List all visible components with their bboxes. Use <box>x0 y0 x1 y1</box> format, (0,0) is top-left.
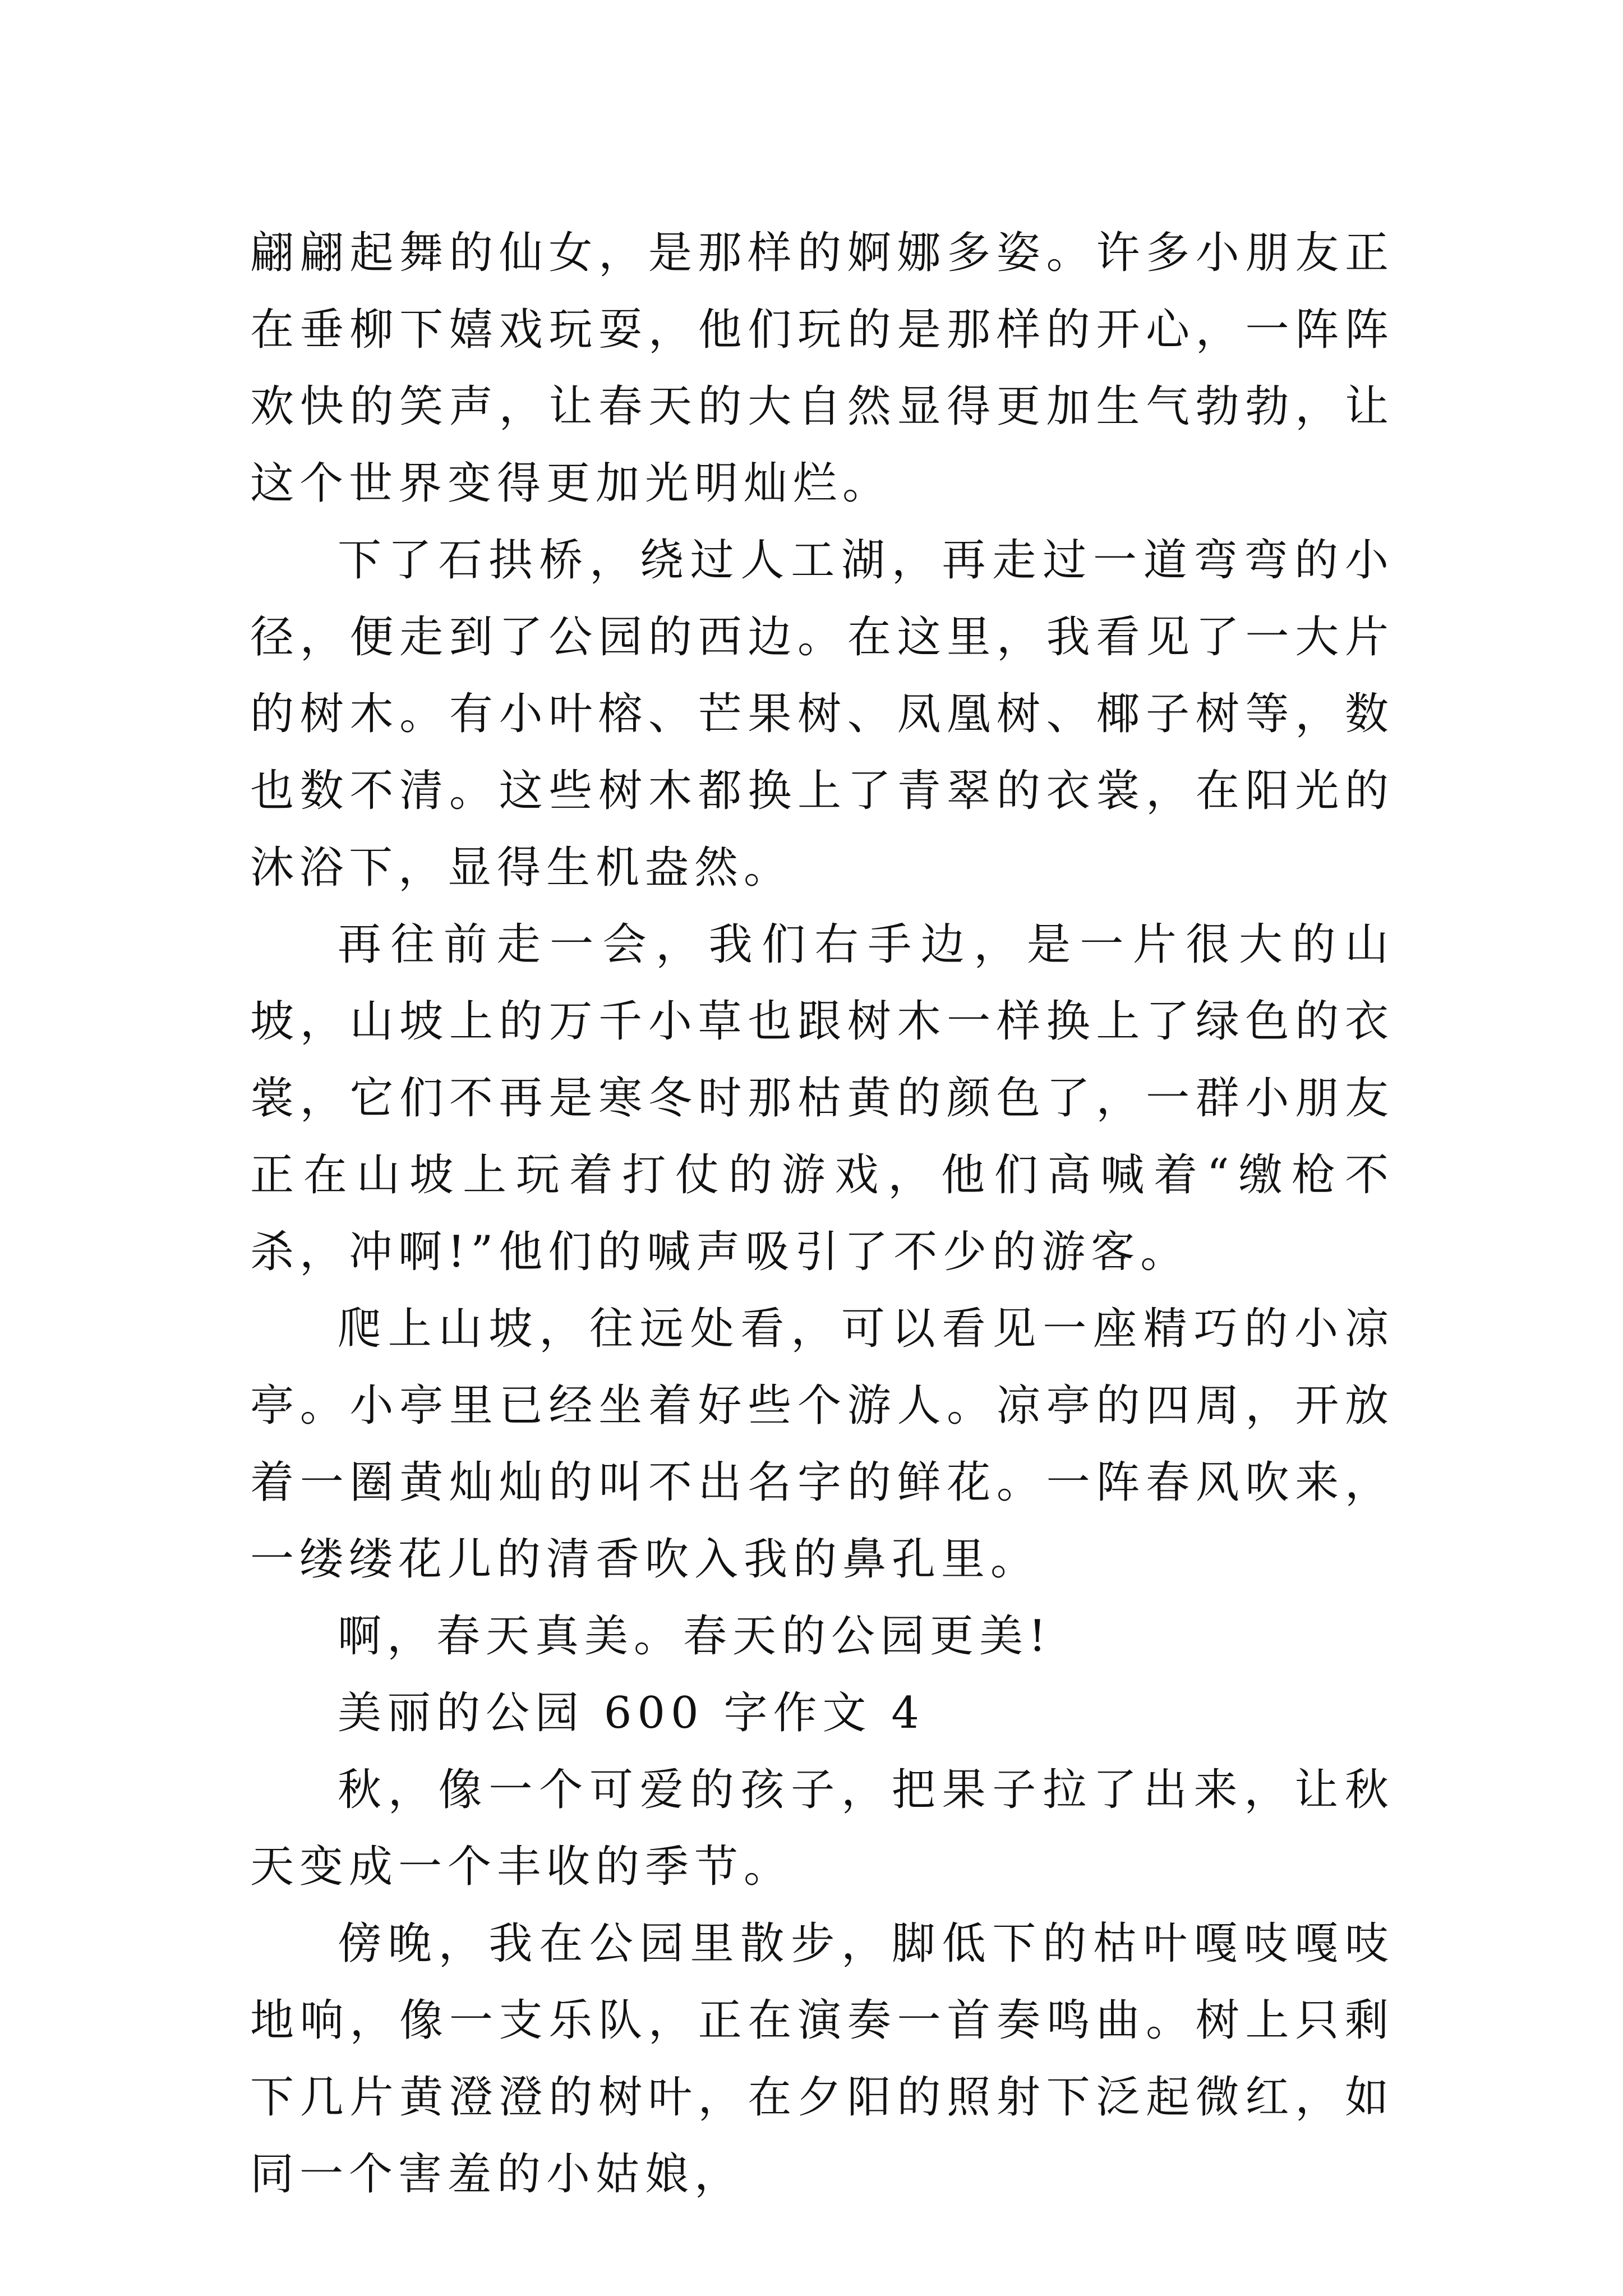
paragraph: 啊，春天真美。春天的公园更美! <box>338 1611 1052 1662</box>
paragraph: 傍晚，我在公园里散步，脚低下的枯叶嘎吱嘎吱地响，像一支乐队，正在演奏一首奏鸣曲。树上只剩下几片黄澄澄的树叶，在夕阳的照射下泛起微红，如同一个害羞的小姑娘， <box>250 1918 1394 2200</box>
paragraph: 爬上山坡，往远处看，可以看见一座精巧的小凉亭。小亭里已经坐着好些个游人。凉亭的四周，开放着一圈黄灿灿的叫不出名字的鲜花。一阵春风吹来，一缕缕花儿的清香吹入我的鼻孔里。 <box>250 1304 1394 1585</box>
section-title: 美丽的公园 600 字作文 4 <box>338 1688 925 1738</box>
document-body <box>250 215 1394 2213</box>
paragraph: 秋，像一个可爱的孩子，把果子拉了出来，让秋天变成一个丰收的季节。 <box>250 1765 1394 1892</box>
paragraph: 再往前走一会，我们右手边，是一片很大的山坡，山坡上的万千小草也跟树木一样换上了绿色的衣裳，它们不再是寒冬时那枯黄的颜色了，一群小朋友正在山坡上玩着打仗的游戏，他们高喊着“缴枪不杀，冲啊!”他们的喊声吸引了不少的游客。 <box>250 919 1394 1277</box>
paragraph: 翩翩起舞的仙女，是那样的婀娜多姿。许多小朋友正在垂柳下嬉戏玩耍，他们玩的是那样的开心，一阵阵欢快的笑声，让春天的大自然显得更加生气勃勃，让这个世界变得更加光明灿烂。 <box>250 228 1394 509</box>
paragraph: 下了石拱桥，绕过人工湖，再走过一道弯弯的小径，便走到了公园的西边。在这里，我看见了一大片的树木。有小叶榕、芒果树、凤凰树、椰子树等，数也数不清。这些树木都换上了青翠的衣裳，在阳光的沐浴下，显得生机盎然。 <box>250 535 1394 893</box>
